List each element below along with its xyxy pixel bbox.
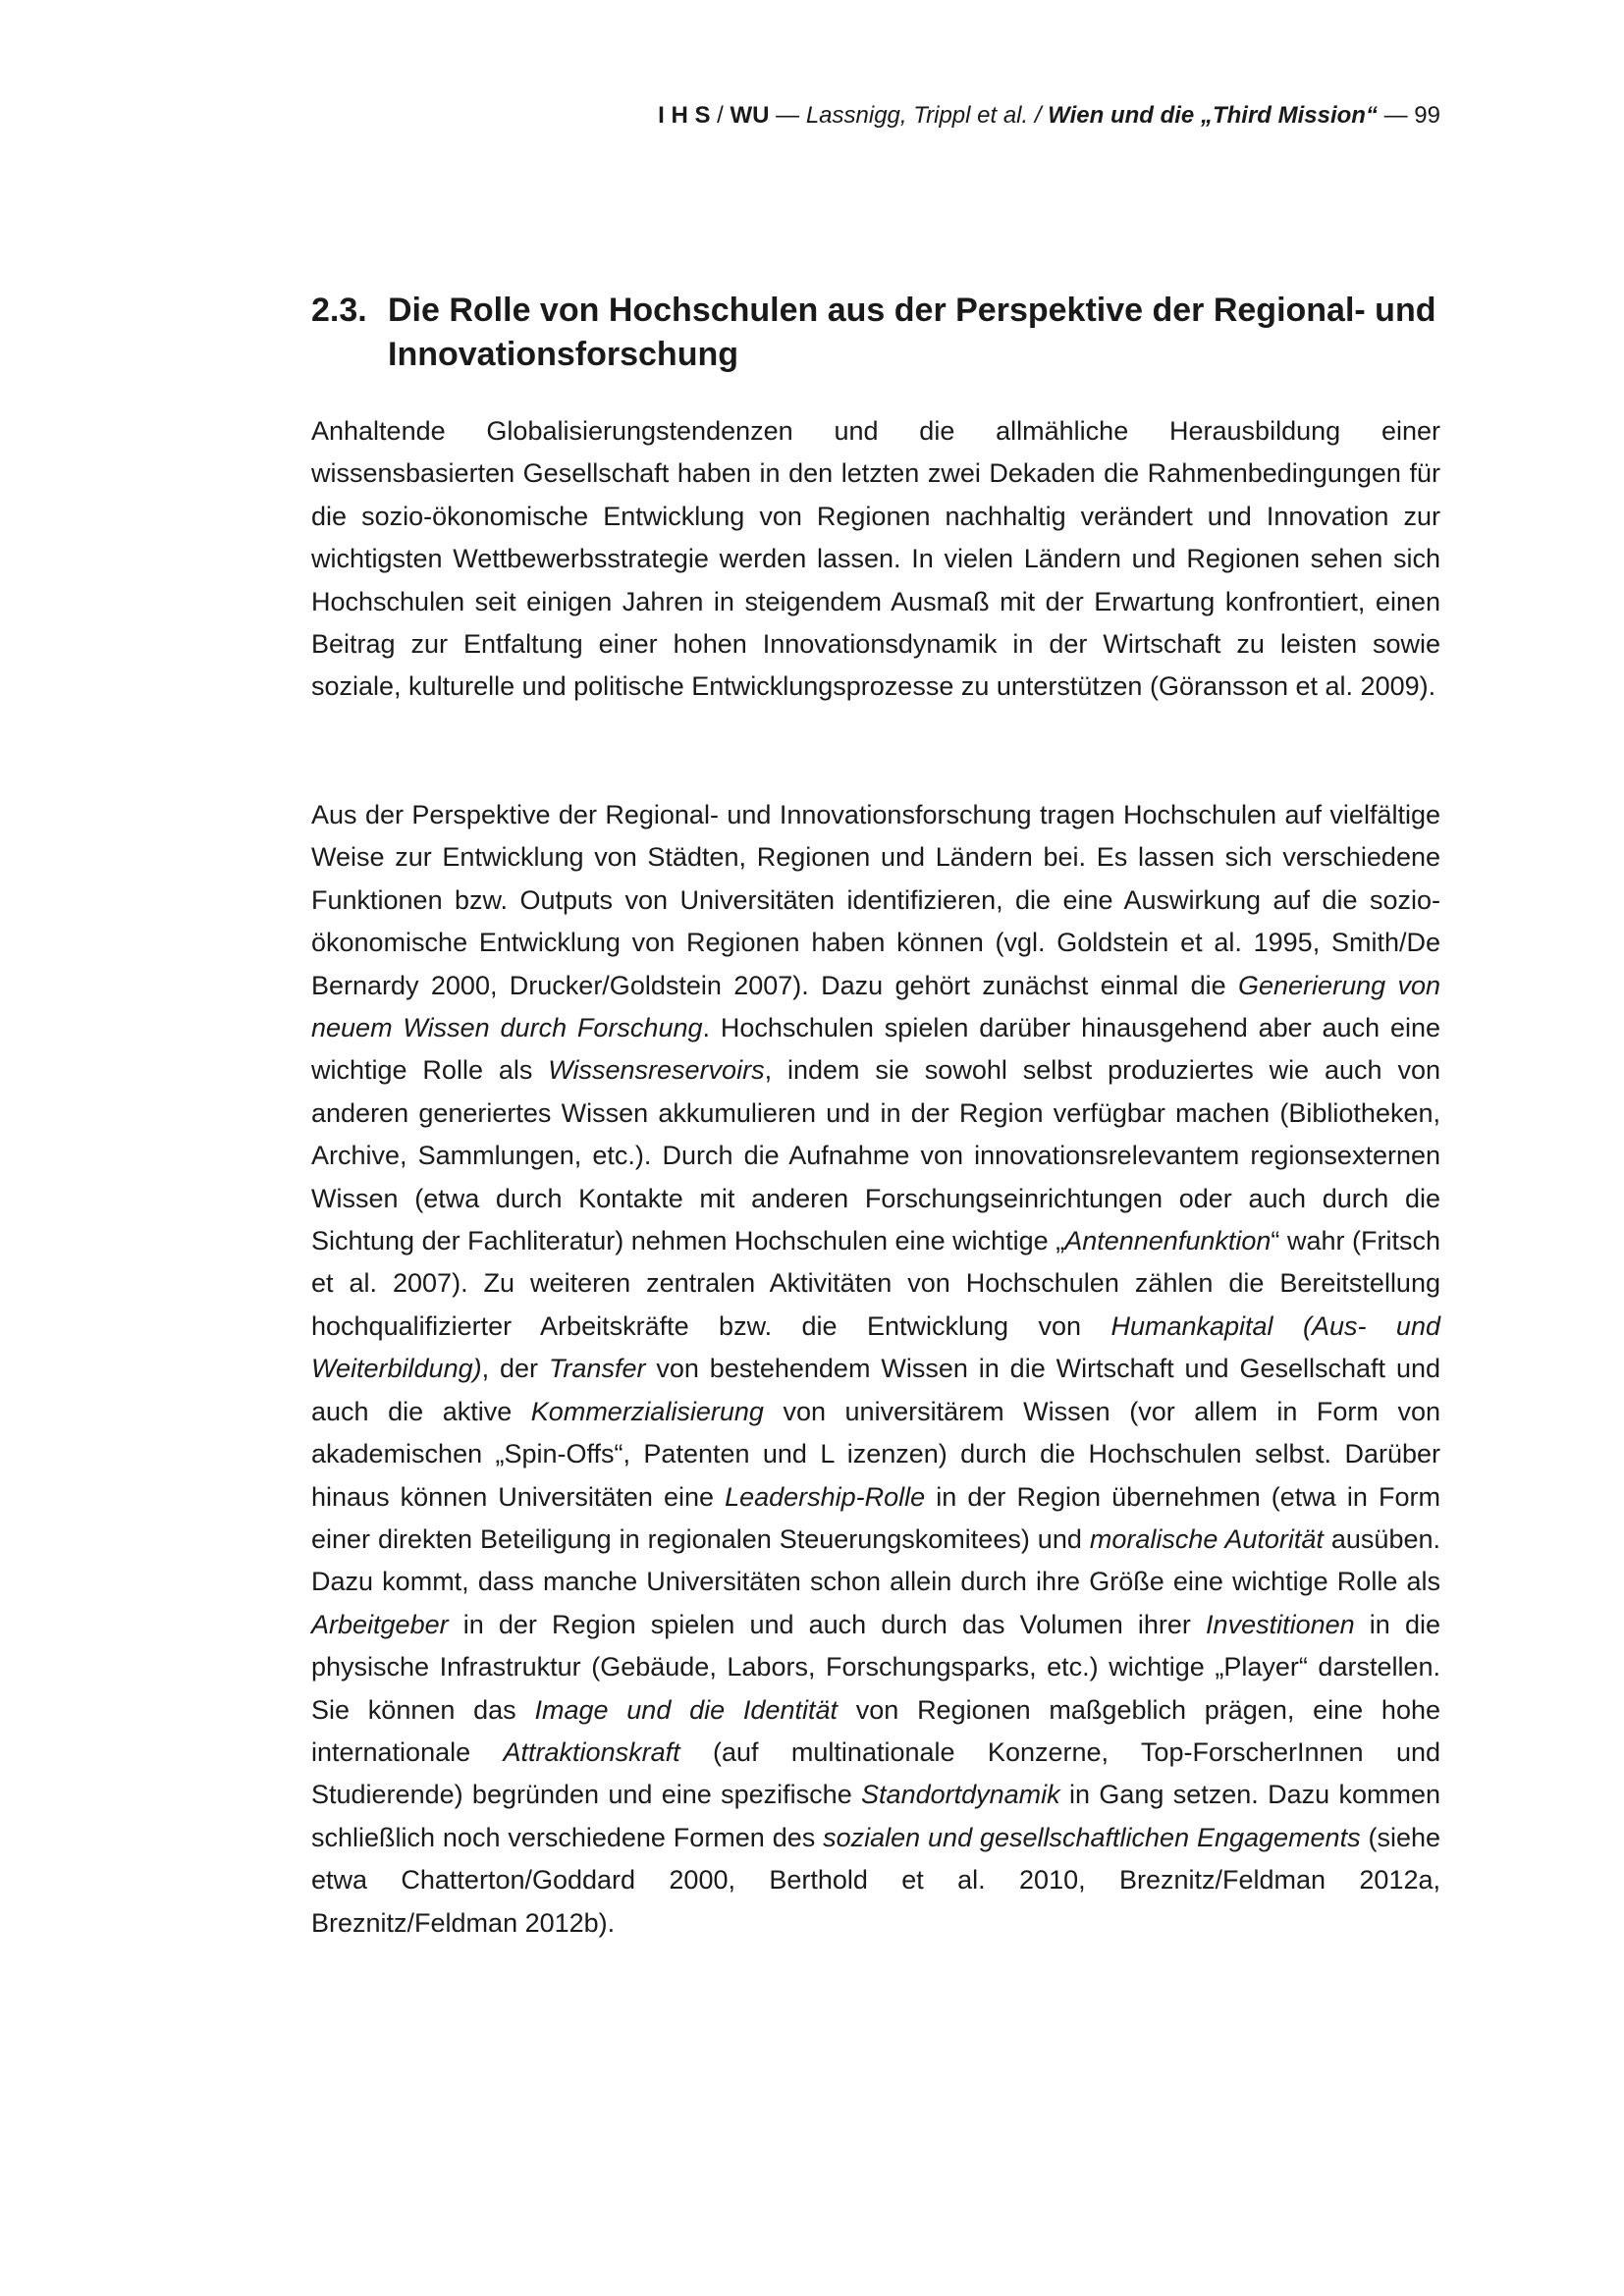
header-dash-2: — — [1377, 102, 1415, 129]
emphasis-arbeitgeber: Arbeitgeber — [311, 1609, 449, 1639]
running-header — [658, 102, 1440, 130]
text-run: . Hochschulen spielen darüber hinausgehend aber auch eine wichtige Rolle als — [311, 1013, 1440, 1086]
text-run: , der — [481, 1354, 549, 1384]
header-authors: Lassnigg, Trippl et al. / — [805, 102, 1049, 129]
emphasis-moralische-autoritaet: moralische Autorität — [1089, 1523, 1324, 1554]
text-run: von Regionen maßgeblich prägen, eine hohe internationale — [311, 1694, 1440, 1767]
emphasis-kommerzialisierung: Kommerzialisierung — [530, 1396, 764, 1426]
header-title: Wien und die „Third Mission“ — [1048, 102, 1378, 129]
emphasis-standortdynamik: Standortdynamik — [861, 1780, 1060, 1810]
text-run: in die physische Infrastruktur (Gebäude, Labors, Forschungsparks, etc.) wichtige „Player“ darstellen. Sie können das — [311, 1609, 1440, 1725]
text-run: in Gang setzen. Dazu kommen schließlich noch verschiedene Formen des — [311, 1780, 1440, 1852]
header-separator: / — [710, 102, 731, 129]
text-run: von universitärem Wissen (vor allem in Form von akademischen „Spin-Offs“, Patenten und L izenzen) durch die Hochschulen selbst. Darüber hinaus können Universitäten eine — [311, 1396, 1441, 1512]
text-run: ausüben. Dazu kommt, dass manche Universitäten schon allein durch ihre Größe eine wichtige Rolle als — [311, 1523, 1440, 1597]
emphasis-attraktionskraft: Attraktionskraft — [503, 1736, 680, 1767]
section-heading — [311, 289, 1440, 377]
section-title: Die Rolle von Hochschulen aus der Perspektive der Regional- und Innovationsforschung — [388, 292, 1436, 373]
text-run: in der Region spielen und auch durch das Volumen ihrer — [448, 1609, 1207, 1639]
emphasis-generierung: Generierung von neuem Wissen durch Forschung — [311, 970, 1440, 1043]
header-wu: WU — [730, 102, 770, 129]
header-ihs: I H S — [658, 102, 711, 129]
emphasis-antennenfunktion: Antennenfunktion — [1064, 1226, 1272, 1256]
paragraph-1: Anhaltende Globalisierungstendenzen und die allmähliche Herausbildung einer wissensbasierten Gesellschaft haben in den letzten zwei Dekaden die Rahmenbedingungen für die sozio-ökonomische Entwicklung von Regionen nachhaltig verändert und Innovation zur wichtigsten Wettbewerbsstrategie werden lassen. In vielen Ländern und Regionen sehen sich Hochschulen seit einigen Jahren in steigendem Ausmaß mit der Erwartung konfrontiert, einen Beitrag zur Entfaltung einer hohen Innovationsdynamik in der Wirtschaft zu leisten sowie soziale, kulturelle und politische Entwicklungsprozesse zu unterstützen (Göransson et al. 2009). — [311, 416, 1440, 702]
emphasis-transfer: Transfer — [548, 1354, 646, 1384]
header-dash: — — [769, 102, 806, 129]
emphasis-wissensreservoirs: Wissensreservoirs — [548, 1055, 765, 1086]
paragraph-2 — [311, 794, 1440, 1945]
emphasis-humankapital: Humankapital (Aus- und Weiterbildung) — [311, 1310, 1440, 1384]
text-run: “ wahr (Fritsch et al. 2007). Zu weiteren zentralen Aktivitäten von Hochschulen zählen die Bereitstellung hochqualifizierter Arbeitskräfte bzw. die Entwicklung von — [311, 1226, 1441, 1341]
text-run: Aus der Perspektive der Regional- und Innovationsforschung tragen Hochschulen auf vielfältige Weise zur Entwicklung von Städten, Regionen und Ländern bei. Es lassen sich verschiedene Funktionen bzw. Outputs von Universitäten identifizieren, die eine Auswirkung auf die sozio-ökonomische Entwicklung von Regionen haben können (vgl. Goldstein et al. 1995, Smith/De Bernardy 2000, Drucker/Goldstein 2007). Dazu gehört zunächst einmal die — [311, 800, 1440, 1000]
text-run: in der Region übernehmen (etwa in Form einer direkten Beteiligung in regionalen Steuerungskomitees) und — [311, 1481, 1440, 1554]
page-number: 99 — [1414, 102, 1440, 129]
emphasis-investitionen: Investitionen — [1206, 1609, 1355, 1639]
text-run: von bestehendem Wissen in die Wirtschaft und Gesellschaft und auch die aktive — [311, 1354, 1440, 1426]
text-run: , indem sie sowohl selbst produziertes wie auch von anderen generiertes Wissen akkumulieren und in der Region verfügbar machen (Bibliotheken, Archive, Sammlungen, etc.). Durch die Aufnahme von innovationsrelevantem regionsexternen Wissen (etwa durch Kontakte mit anderen Forschungseinrichtungen oder auch durch die Sichtung der Fachliteratur) nehmen Hochschulen eine wichtige „ — [311, 1055, 1440, 1256]
text-run: (auf multinationale Konzerne, Top-ForscherInnen und Studierende) begründen und eine spezifische — [311, 1736, 1441, 1810]
emphasis-image-identitaet: Image und die Identität — [534, 1694, 838, 1725]
emphasis-leadership-rolle: Leadership-Rolle — [725, 1481, 926, 1512]
text-run: (siehe etwa Chatterton/Goddard 2000, Berthold et al. 2010, Breznitz/Feldman 2012a, Breznitz/Feldman 2012b). — [311, 1822, 1441, 1938]
section-number: 2.3. — [311, 292, 367, 329]
emphasis-engagements: sozialen und gesellschaftlichen Engagements — [823, 1822, 1361, 1852]
